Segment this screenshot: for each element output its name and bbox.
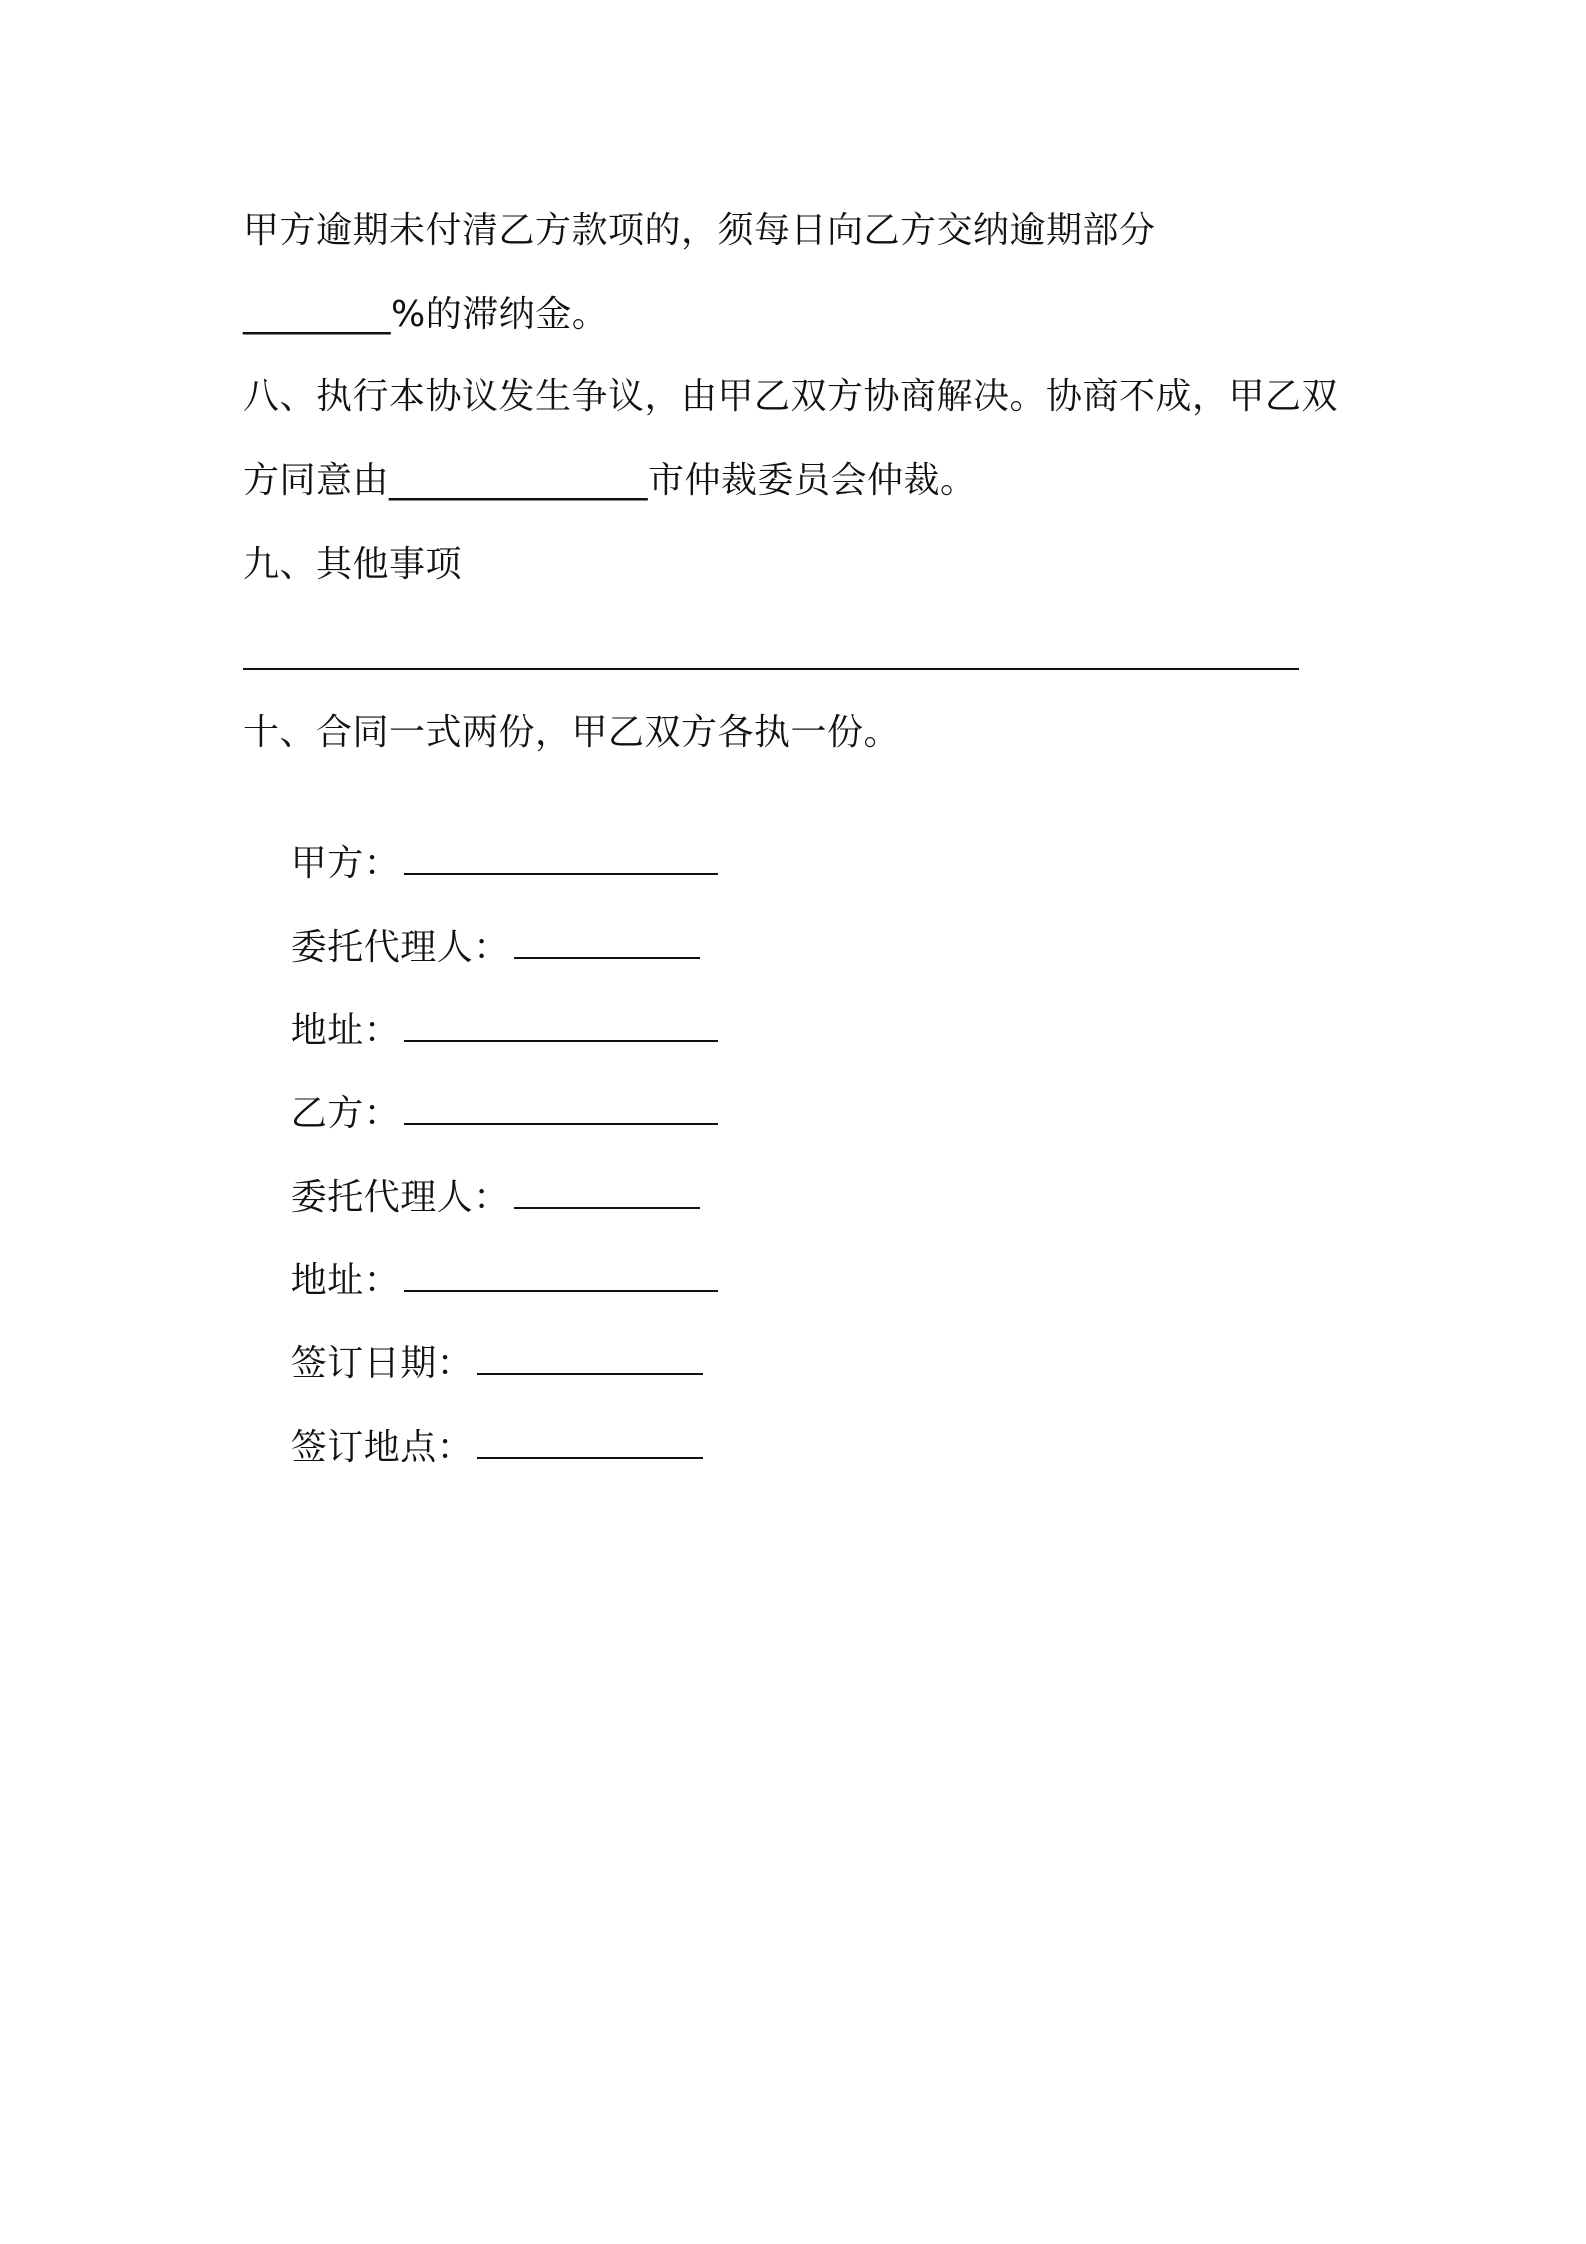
clause-eight-line-1: 八、执行本协议发生争议，由甲乙双方协商解决。协商不成，甲乙双 bbox=[243, 376, 1339, 417]
sign-date-blank bbox=[477, 1339, 703, 1375]
clause-eight-line-2: 方同意由______________市仲裁委员会仲裁。 bbox=[243, 460, 977, 501]
sign-date-label: 签订日期： bbox=[290, 1343, 474, 1384]
other-matters-blank-line bbox=[243, 668, 1299, 670]
address-b-blank bbox=[404, 1256, 718, 1292]
party-b-blank bbox=[404, 1089, 718, 1125]
address-a-blank bbox=[404, 1006, 718, 1042]
agent-b-blank bbox=[514, 1173, 700, 1209]
address-a-label: 地址： bbox=[290, 1010, 401, 1051]
agent-a-label: 委托代理人： bbox=[290, 927, 510, 968]
agent-a-blank bbox=[514, 923, 700, 959]
clause-nine-heading: 九、其他事项 bbox=[243, 544, 463, 585]
party-a-label: 甲方： bbox=[290, 843, 401, 884]
party-b-label: 乙方： bbox=[290, 1093, 401, 1134]
address-b-label: 地址： bbox=[290, 1260, 401, 1301]
sign-place-label: 签订地点： bbox=[290, 1427, 474, 1468]
clause-ten-line: 十、合同一式两份，甲乙双方各执一份。 bbox=[243, 712, 901, 753]
sign-place-row bbox=[243, 1377, 703, 1517]
clause-seven-continued: 甲方逾期未付清乙方款项的，须每日向乙方交纳逾期部分 bbox=[243, 210, 1156, 251]
party-a-blank bbox=[404, 839, 718, 875]
late-fee-line: ________%的滞纳金。 bbox=[243, 294, 609, 335]
agent-b-label: 委托代理人： bbox=[290, 1177, 510, 1218]
sign-place-blank bbox=[477, 1423, 703, 1459]
